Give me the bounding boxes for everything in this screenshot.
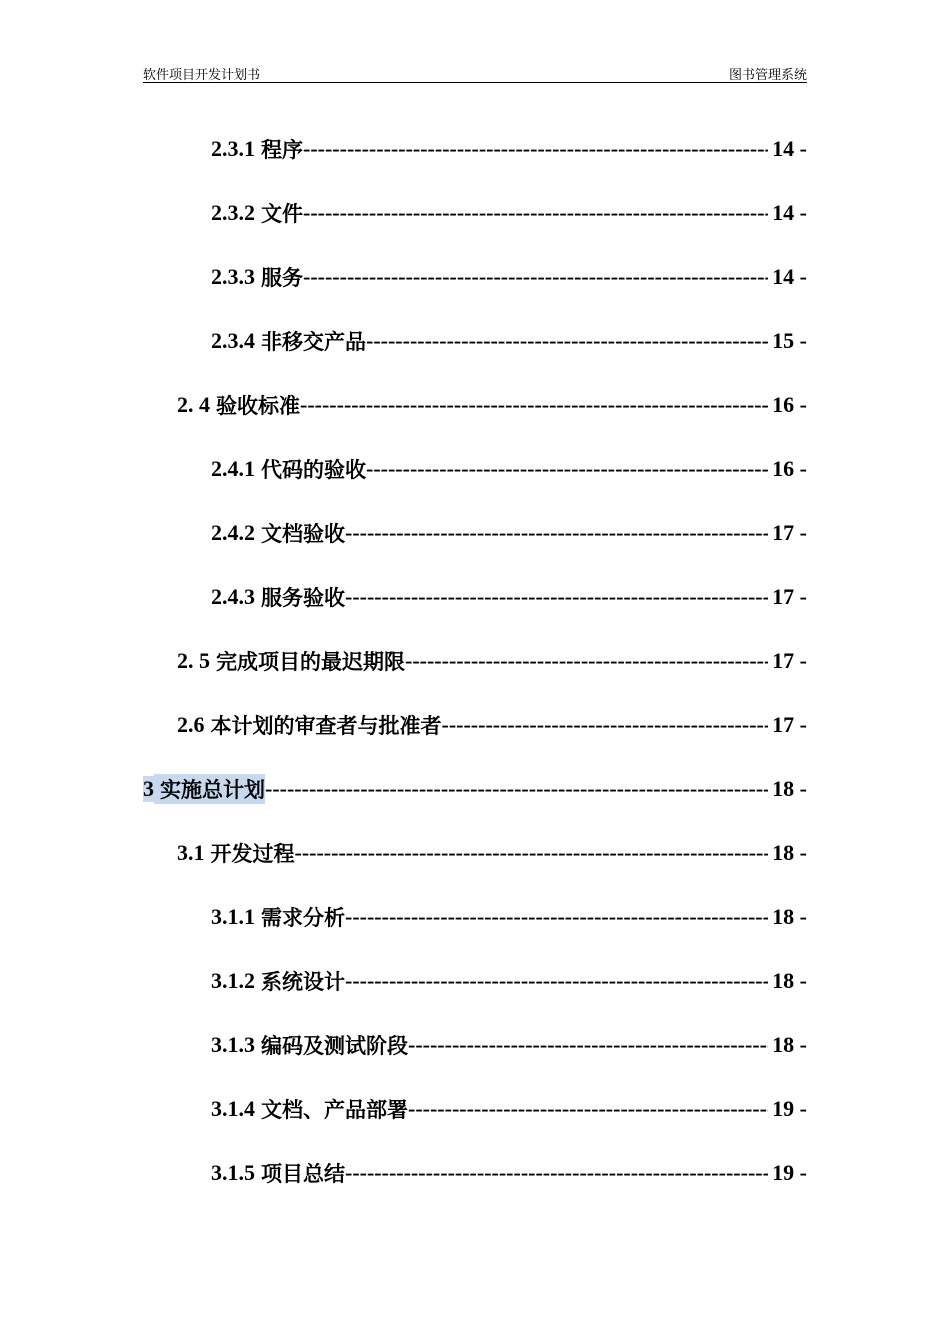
toc-leader [408, 1096, 768, 1122]
toc-entry-page: 16 - [772, 456, 807, 481]
header-doc-title: 软件项目开发计划书 [143, 68, 261, 83]
toc-entry-title: 编码及测试阶段 [261, 1034, 408, 1058]
toc-entry[interactable] [211, 133, 807, 165]
toc-entry-title: 文件 [261, 202, 303, 226]
toc-entry[interactable] [143, 773, 807, 805]
toc-entry-title: 服务验收 [261, 586, 345, 610]
toc-entry[interactable] [211, 965, 807, 997]
toc-entry-title: 非移交产品 [261, 330, 366, 354]
toc-entry-page: 18 - [772, 776, 807, 801]
toc-entry-page: 17 - [772, 520, 807, 545]
toc-entry-title: 服务 [261, 266, 303, 290]
toc-entry-number: 2.4.2 [211, 520, 255, 545]
toc-entry-page: 19 - [772, 1096, 807, 1121]
toc-leader [345, 584, 768, 610]
toc-entry-page: 18 - [772, 1032, 807, 1057]
header-system-name: 图书管理系统 [728, 68, 807, 83]
toc-leader [408, 1032, 768, 1058]
toc-entry-number: 2.3.4 [211, 328, 255, 353]
toc-entry-title: 开发过程 [210, 842, 295, 866]
toc-entry-page: 19 - [772, 1160, 807, 1185]
toc-leader [366, 456, 768, 482]
toc-entry-title: 项目总结 [261, 1162, 345, 1186]
toc-entry-page: 14 - [772, 200, 807, 225]
toc-entry[interactable] [211, 197, 807, 229]
toc-leader [300, 392, 768, 418]
toc-leader [295, 840, 769, 866]
toc-leader [345, 520, 768, 546]
toc-leader [303, 200, 768, 226]
toc-entry-number: 3 [143, 776, 154, 801]
toc-entry[interactable] [211, 261, 807, 293]
toc-entry-page: 18 - [772, 840, 807, 865]
toc-entry-title: 验收标准 [216, 394, 300, 418]
toc-leader [303, 264, 768, 290]
toc-entry-page: 18 - [772, 904, 807, 929]
toc-entry-title: 本计划的审查者与批准者 [210, 714, 442, 738]
toc-entry-number: 2.4.1 [211, 456, 255, 481]
toc-entry-title: 完成项目的最迟期限 [216, 650, 405, 674]
toc-entry-number: 3.1 [177, 840, 205, 865]
toc-entry-page: 17 - [772, 648, 807, 673]
toc-leader [366, 328, 768, 354]
toc-leader [345, 904, 768, 930]
toc-entry-title: 文档验收 [261, 522, 345, 546]
toc-entry-title: 实施总计划 [154, 774, 265, 804]
toc-entry-page: 18 - [772, 968, 807, 993]
toc-leader [345, 1160, 768, 1186]
toc-entry[interactable] [177, 837, 807, 869]
toc-leader [303, 136, 768, 162]
toc-entry-title: 系统设计 [261, 970, 345, 994]
toc-entry-page: 16 - [772, 392, 807, 417]
toc-entry-number: 2.3.1 [211, 136, 255, 161]
toc-entry-page: 14 - [772, 264, 807, 289]
toc-entry-number: 3.1.1 [211, 904, 255, 929]
toc-entry-title: 文档、产品部署 [261, 1098, 408, 1122]
toc-leader [345, 968, 768, 994]
toc-entry[interactable] [211, 901, 807, 933]
toc-entry-page: 17 - [772, 584, 807, 609]
toc-entry[interactable] [211, 1093, 807, 1125]
toc-entry[interactable] [177, 389, 807, 421]
toc-entry-number: 2.3.3 [211, 264, 255, 289]
toc-entry[interactable] [211, 1157, 807, 1189]
toc-entry-title: 程序 [261, 138, 303, 162]
toc-entry-number: 3.1.2 [211, 968, 255, 993]
toc-entry-number: 2. 4 [177, 392, 210, 417]
toc-entry-number: 3.1.5 [211, 1160, 255, 1185]
toc-entry[interactable] [177, 709, 807, 741]
toc-entry-number: 2.3.2 [211, 200, 255, 225]
toc-entry-number: 3.1.4 [211, 1096, 255, 1121]
toc-entry-number: 2. 5 [177, 648, 210, 673]
toc-entry-number: 3.1.3 [211, 1032, 255, 1057]
toc-entry-page: 15 - [772, 328, 807, 353]
toc-entry[interactable] [211, 325, 807, 357]
toc-entry-page: 14 - [772, 136, 807, 161]
toc-entry[interactable] [211, 581, 807, 613]
page-header [143, 62, 807, 83]
toc-entry-page: 17 - [772, 712, 807, 737]
toc-leader [405, 648, 768, 674]
toc-entry-number: 2.6 [177, 712, 205, 737]
toc-entry-number: 2.4.3 [211, 584, 255, 609]
toc-entry-title: 代码的验收 [261, 458, 366, 482]
toc-entry-title: 需求分析 [261, 906, 345, 930]
toc-entry[interactable] [211, 1029, 807, 1061]
toc-entry[interactable] [211, 453, 807, 485]
toc-entry[interactable] [211, 517, 807, 549]
toc-entry[interactable] [177, 645, 807, 677]
toc-leader [265, 776, 768, 802]
toc-leader [442, 712, 769, 738]
